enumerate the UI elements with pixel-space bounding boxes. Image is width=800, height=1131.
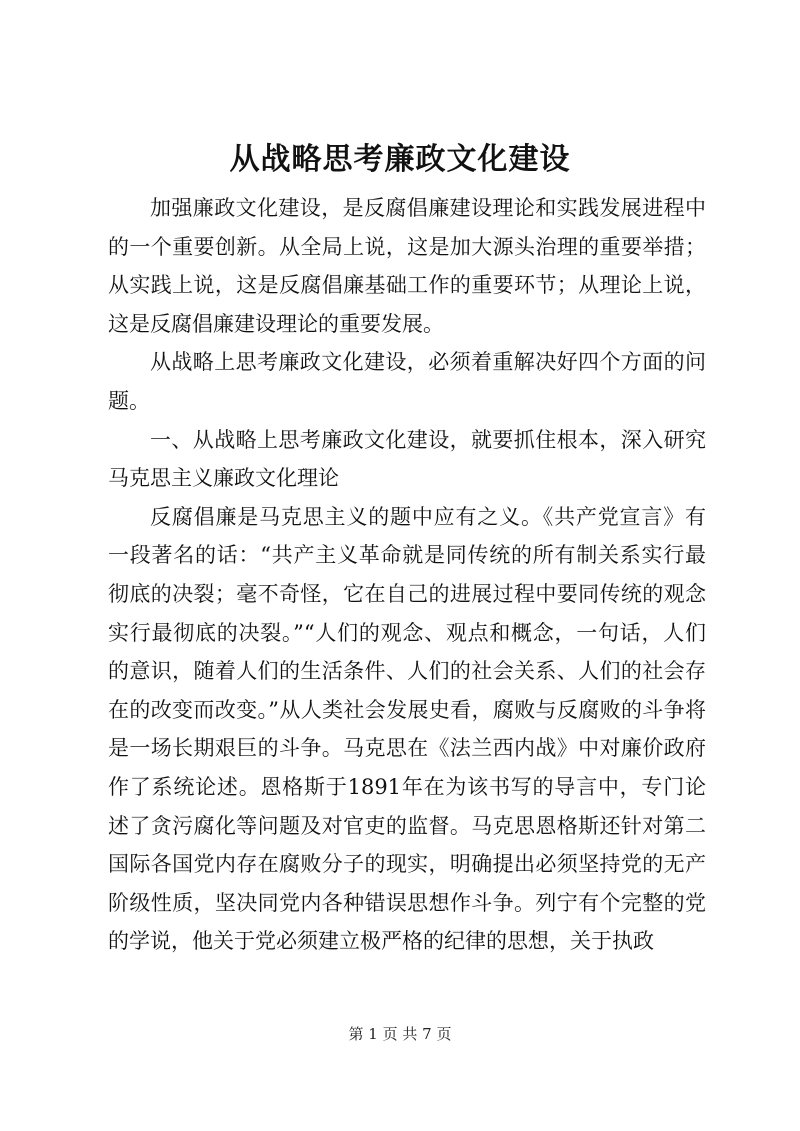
page-footer: 第 1 页 共 7 页 (348, 1025, 452, 1043)
page-title: 从战略思考廉政文化建设 (229, 142, 571, 177)
paragraph-four-issues: 从战略上思考廉政文化建设，必须着重解决好四个方面的问题。 (108, 350, 706, 413)
document-body (108, 189, 706, 961)
paragraph-intro: 加强廉政文化建设，是反腐倡廉建设理论和实践发展进程中的一个重要创新。从全局上说，这是加大源头治理的重要举措；从实践上说，这是反腐倡廉基础工作的重要环节；从理论上说，这是反腐倡廉建设理论的重要发展。 (108, 196, 706, 336)
section-heading-one: 一、从战略上思考廉政文化建设，就要抓住根本，深入研究马克思主义廉政文化理论 (108, 427, 706, 491)
paragraph-marxism: 反腐倡廉是马克思主义的题中应有之义。《共产党宣言》有一段著名的话：“共产主义革命就是同传统的所有制关系实行最彻底的决裂；毫不奇怪，它在自己的进展过程中要同传统的观念实行最彻底的决裂。”“人们的观念、观点和概念，一句话，人们的意识，随着人们的生活条件、人们的社会关系、人们的社会存在的改变而改变。”从人类社会发展史看，腐败与反腐败的斗争将是一场长期艰巨的斗争。马克思在《法兰西内战》中对廉价政府作了系统论述。恩格斯于1891年在为该书写的导言中，专门论述了贪污腐化等问题及对官吏的监督。马克思恩格斯还针对第二国际各国党内存在腐败分子的现实，明确提出必须坚持党的无产阶级性质，坚决同党内各种错误思想作斗争。列宁有个完整的党的学说，他关于党必须建立极严格的纪律的思想，关于执政 (108, 504, 706, 954)
